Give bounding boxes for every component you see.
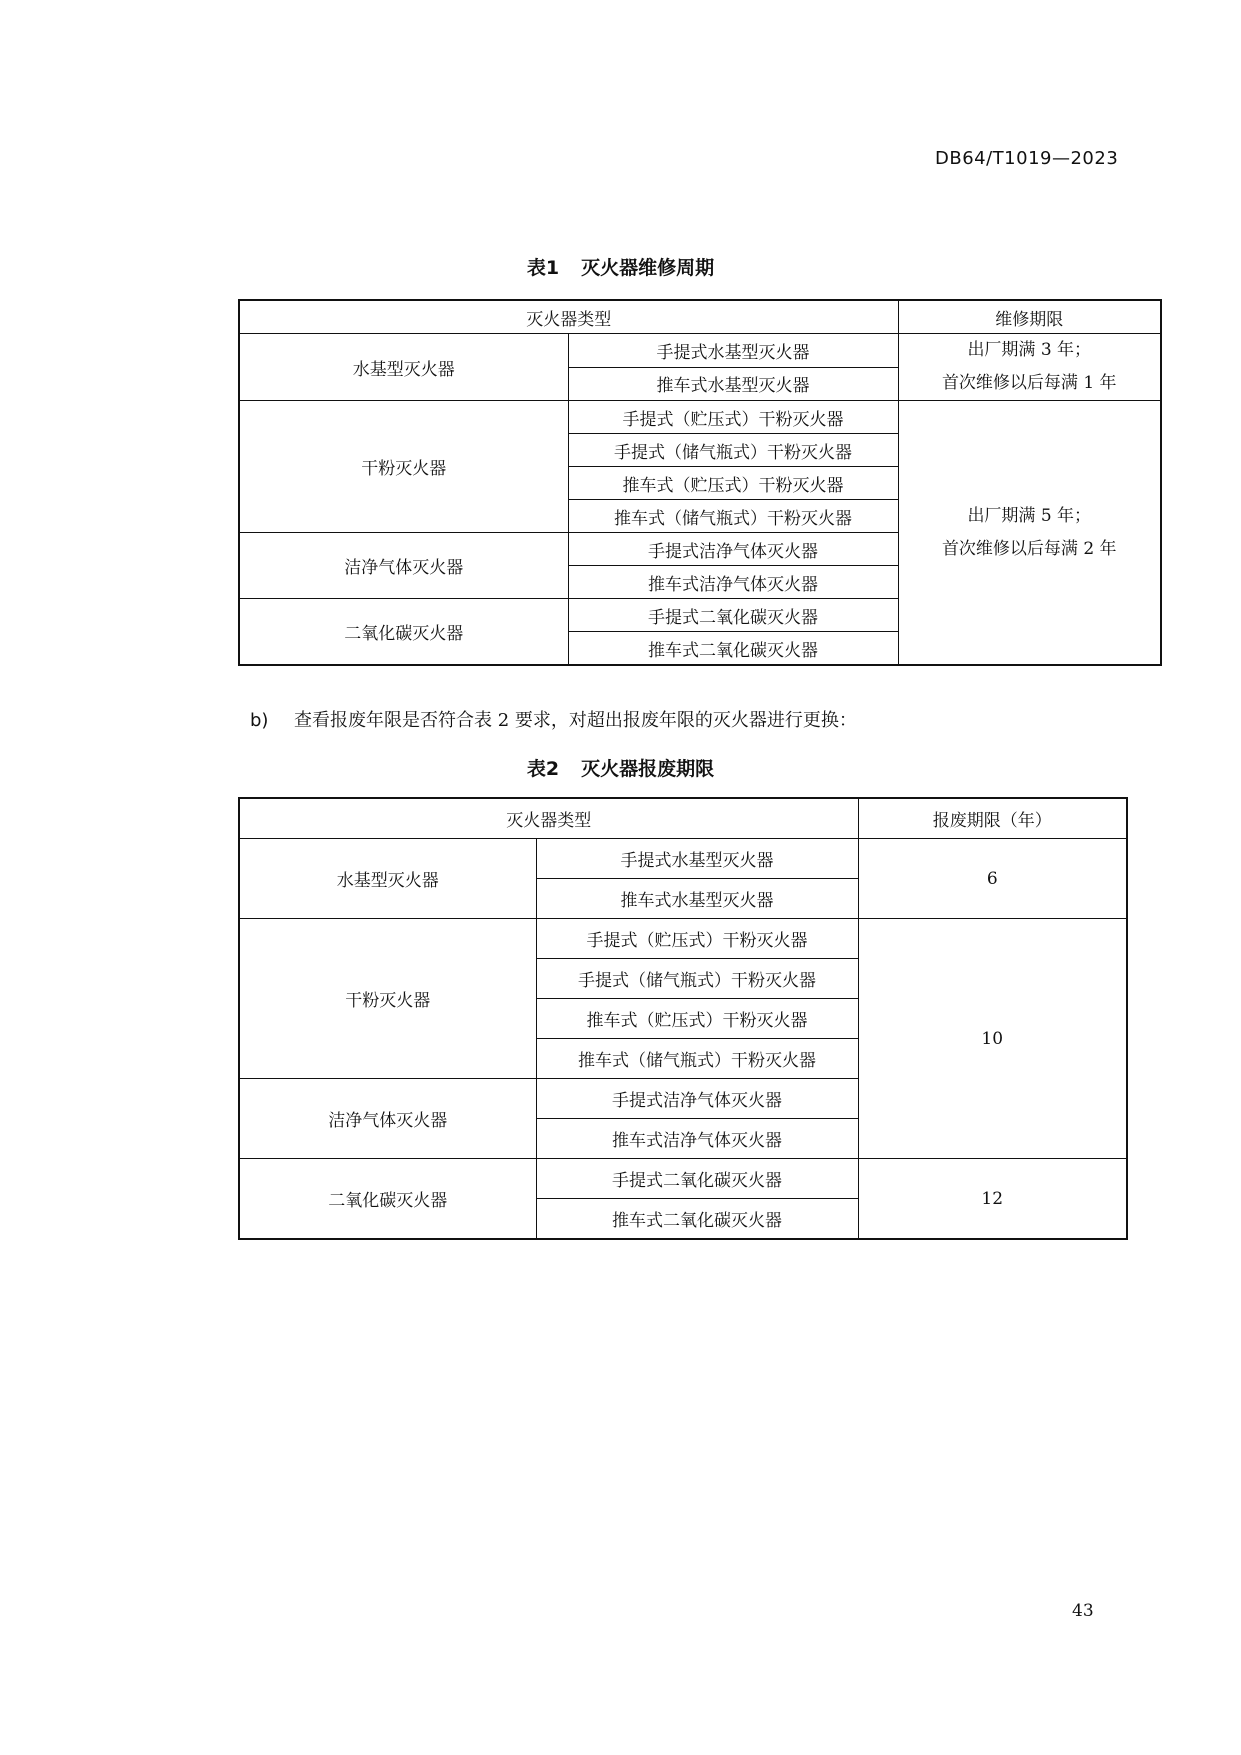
table1-caption-title: 灭火器维修周期 xyxy=(581,257,715,279)
scrap-period-table xyxy=(238,797,1128,1240)
subtype-cell: 手提式（储气瓶式）干粉灭火器 xyxy=(568,434,898,467)
subtype-cell: 手提式（贮压式）干粉灭火器 xyxy=(568,401,898,434)
table2-caption-title: 灭火器报废期限 xyxy=(581,758,715,780)
subtype-cell: 推车式二氧化碳灭火器 xyxy=(568,632,898,666)
table-row xyxy=(239,839,1127,879)
subtype-cell: 推车式二氧化碳灭火器 xyxy=(536,1199,858,1240)
subtype-cell: 推车式洁净气体灭火器 xyxy=(568,566,898,599)
table-header-row xyxy=(239,300,1161,334)
header-maintenance-period: 维修期限 xyxy=(898,300,1161,334)
header-extinguisher-type: 灭火器类型 xyxy=(239,798,858,839)
paragraph-text: 查看报废年限是否符合表 2 要求，对超出报废年限的灭火器进行更换： xyxy=(294,710,857,731)
subtype-cell: 推车式洁净气体灭火器 xyxy=(536,1119,858,1159)
subtype-cell: 手提式洁净气体灭火器 xyxy=(536,1079,858,1119)
table2-caption-number: 表2 xyxy=(526,758,560,780)
subtype-cell: 手提式洁净气体灭火器 xyxy=(568,533,898,566)
list-label: b) xyxy=(250,710,269,731)
table1-caption-number: 表1 xyxy=(526,257,560,279)
subtype-cell: 推车式水基型灭火器 xyxy=(536,879,858,919)
subtype-cell: 手提式二氧化碳灭火器 xyxy=(568,599,898,632)
header-extinguisher-type: 灭火器类型 xyxy=(239,300,898,334)
subtype-cell: 推车式水基型灭火器 xyxy=(568,367,898,401)
subtype-cell: 手提式二氧化碳灭火器 xyxy=(536,1159,858,1199)
subtype-cell: 手提式水基型灭火器 xyxy=(536,839,858,879)
subtype-cell: 推车式（储气瓶式）干粉灭火器 xyxy=(568,500,898,533)
period-cell xyxy=(898,401,1161,666)
category-cell: 干粉灭火器 xyxy=(239,919,536,1079)
subtype-cell: 手提式（贮压式）干粉灭火器 xyxy=(536,919,858,959)
category-cell: 洁净气体灭火器 xyxy=(239,533,568,599)
limit-cell: 6 xyxy=(858,839,1127,919)
page-number: 43 xyxy=(1072,1601,1094,1621)
period-cell xyxy=(898,334,1161,401)
table-row xyxy=(239,1159,1127,1199)
subtype-cell: 推车式（贮压式）干粉灭火器 xyxy=(536,999,858,1039)
category-cell: 二氧化碳灭火器 xyxy=(239,599,568,666)
subtype-cell: 手提式（储气瓶式）干粉灭火器 xyxy=(536,959,858,999)
document-code: DB64/T1019—2023 xyxy=(935,148,1119,169)
header-scrap-limit: 报废期限（年） xyxy=(858,798,1127,839)
table-header-row xyxy=(239,798,1127,839)
category-cell: 水基型灭火器 xyxy=(239,334,568,401)
category-cell: 洁净气体灭火器 xyxy=(239,1079,536,1159)
table-row xyxy=(239,401,1161,434)
category-cell: 二氧化碳灭火器 xyxy=(239,1159,536,1240)
subtype-cell: 手提式水基型灭火器 xyxy=(568,334,898,368)
period-line: 首次维修以后每满 2 年 xyxy=(941,538,1117,559)
subtype-cell: 推车式（贮压式）干粉灭火器 xyxy=(568,467,898,500)
period-line: 首次维修以后每满 1 年 xyxy=(941,373,1117,393)
maintenance-period-table xyxy=(238,299,1162,666)
table-row xyxy=(239,334,1161,368)
period-line: 出厂期满 3 年； xyxy=(967,340,1092,360)
category-cell: 水基型灭火器 xyxy=(239,839,536,919)
table-row xyxy=(239,919,1127,959)
table1-caption xyxy=(0,253,1241,280)
paragraph-b xyxy=(250,706,857,732)
period-line: 出厂期满 5 年； xyxy=(967,505,1092,526)
table2-caption xyxy=(0,754,1241,781)
limit-cell: 10 xyxy=(858,919,1127,1159)
category-cell: 干粉灭火器 xyxy=(239,401,568,533)
limit-cell: 12 xyxy=(858,1159,1127,1240)
subtype-cell: 推车式（储气瓶式）干粉灭火器 xyxy=(536,1039,858,1079)
